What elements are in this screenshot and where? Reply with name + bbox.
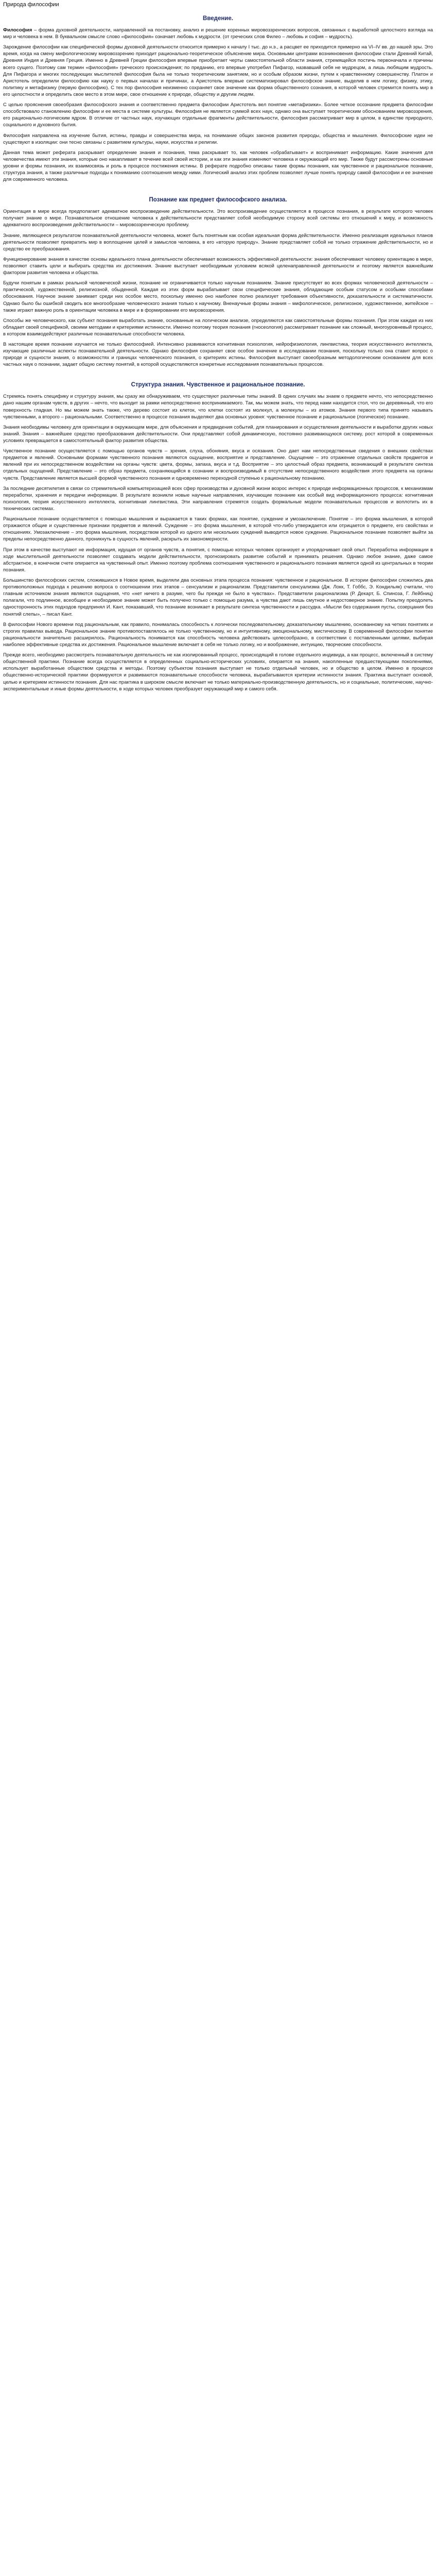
paragraph: Знание, являющееся результатом познавательной деятельности человека, может быть понятным как особая идеальная форма действительности. Именно реализация идеальных планов деятельности позволяет превратить мир в воплощение целей и замыслов человека, в его «вторую природу». Знание представляет собой не только отражение действительности, но и средство ее преобразования. [3, 232, 433, 252]
paragraph: Большинство философских систем, сложившихся в Новое время, выделяли два основных этапа процесса познания: чувственное и рациональное. В истории философии сложились два противоположных подхода к решению вопроса о соотношении этих этапов – сенсуализм и рационализм. Представители сенсуализма (Дж. Локк, Т. Гоббс, Э. Кондильяк) считали, что главным источником знания являются ощущения, что «нет ничего в разуме, чего бы прежде не было в чувствах». Представители рационализма (Р. Декарт, Б. Спиноза, Г. Лейбниц) полагали, что подлинное, всеобщее и необходимое знание может быть получено только с помощью разума, а чувства дают лишь смутное и недостоверное знание. Попытку преодолеть односторонность этих подходов предпринял И. Кант, показавший, что познание возникает в результате синтеза чувственности и рассудка. «Мысли без содержания пусты, созерцания без понятий слепы», – писал Кант. [3, 577, 433, 617]
paragraph: Способы же человеческого, как субъект познания выработать знание, основанные на логическом анализе, определяются как самостоятельные формы познания. При этом каждая из них обладает своей спецификой, своими методами и критериями истинности. Именно поэтому теория познания (гносеология) рассматривает познание как сложный, многоуровневый процесс, в котором взаимодействуют различные познавательные способности человека. [3, 317, 433, 337]
paragraph: Стремясь понять специфику и структуру знания, мы сразу же обнаруживаем, что существуют различные типы знаний. В одних случаях мы знаем о предмете нечто, что непосредственно дано нашим органам чувств, в других – нечто, что выходит за рамки непосредственно воспринимаемого. Так, мы можем знать, что перед нами находится стол, что он деревянный, что его поверхность гладкая. Но мы можем знать также, что дерево состоит из клеток, что клетки состоят из молекул, а молекулы – из атомов. Знания первого типа принято называть чувственными, а второго – рациональными. Соответственно в процессе познания выделяют два основных уровня: чувственное познание и рациональное (логическое) познание. [3, 394, 433, 420]
section-heading-knowledge-structure: Структура знания. Чувственное и рациональное познание. [131, 382, 305, 388]
section-heading-cognition: Познание как предмет философского анализа. [149, 197, 287, 204]
paragraph: Рациональное познание осуществляется с помощью мышления и выражается в таких формах, как понятие, суждение и умозаключение. Понятие – это форма мышления, в которой отражаются общие и существенные признаки предметов и явлений. Суждение – это форма мышления, в которой что-либо утверждается или отрицается о предмете, его свойствах и отношениях. Умозаключение – это форма мышления, посредством которой из одного или нескольких суждений выводится новое суждение. Рациональное познание позволяет выйти за пределы непосредственно данного, проникнуть в сущность явлений, раскрыть их закономерности. [3, 516, 433, 543]
paragraph: С целью прояснения своеобразия философского знания и соответственно предмета философии Аристотель вел понятие «метафизики». Более четкое осознание предмета философии способствовало становлению философии и ее места в системе культуры. Философия не является суммой всех наук, однако она выступает теоретическим обоснованием мировоззрения, его рационально-логическим ядром. В отличие от частных наук, изучающих отдельные фрагменты действительности, философия рассматривает мир в целом, в единстве природного, социального и духовного бытия. [3, 102, 433, 128]
paragraph-text: – форма духовной деятельности, направленной на постановку, анализ и решение коренных мировоззренческих вопросов, связанных с выработкой целостного взгляда на мир и человека в нем. В буквальном смысле слово «философия» означает любовь к мудрости. (от греческих слов Филео – любовь и софия – мудрость). [3, 27, 433, 40]
paragraph: Чувственное познание осуществляется с помощью органов чувств – зрения, слуха, обоняния, вкуса и осязания. Оно дает нам непосредственные сведения о внешних свойствах предметов и явлений. Основными формами чувственного познания являются ощущение, восприятие и представление. Ощущение – это отражение отдельных свойств предметов и явлений при их непосредственном воздействии на органы чувств: цвета, формы, запаха, вкуса и т.д. Восприятие – это целостный образ предмета, возникающий в результате синтеза отдельных ощущений. Представление – это образ предмета, сохраняющийся в сознании и воспроизводимый в отсутствие непосредственного воздействия этого предмета на органы чувств. Представление является высшей формой чувственного познания и одновременно переходной ступенью к рациональному познанию. [3, 448, 433, 481]
paragraph: Будучи понятым в рамках реальной человеческой жизни, познание не ограничивается только научным познанием. Знание присутствует во всех формах человеческой деятельности – практической, художественной, религиозной, обыденной. Каждая из этих форм вырабатывает свои специфические знания, обладающие особым статусом и особыми способами обоснования. Научное знание занимает среди них особое место, поскольку именно оно наиболее полно реализует требования объективности, доказательности и систематичности. Однако было бы ошибкой сводить все многообразие человеческого знания только к научному. Вненаучные формы знания – мифологическое, религиозное, художественное, житейское – также играют важную роль в ориентации человека в мире и в формировании его мировоззрения. [3, 280, 433, 313]
document-title: Природа философии [3, 2, 59, 8]
paragraph: Функционирование знания в качестве основы идеального плана деятельности обеспечивает возможность эффективной деятельности: знания обеспечивают человеку ориентацию в мире, позволяют ставить цели и выбирать средства их достижения. Знание выступает необходимым условием всякой целенаправленной деятельности и поэтому является важнейшим фактором развития человека и общества. [3, 256, 433, 276]
paragraph: При этом в качестве выступают не информация, идущая от органов чувств, а понятия, с помощью которых человек организует и упорядочивает свой опыт. Переработка информации в ходе мыслительной деятельности позволяет создавать модели действительности, прогнозировать развитие событий и принимать решения. Однако любое знание, даже самое абстрактное, в конечном счете опирается на чувственный опыт. Именно поэтому проблема соотношения чувственного и рационального познания является одной из центральных в теории познания. [3, 547, 433, 573]
paragraph: Зарождение философии как специфической формы духовной деятельности относится примерно к началу I тыс. до н.э., а расцвет ее приходится примерно на VI–IV вв. до нашей эры. Это время, когда на смену мифологическому мировоззрению приходит рационально-теоретическое объяснение мира. Основными центрами возникновения философии стали Древний Китай, Древняя Индия и Древняя Греция. Именно в Древней Греции философия впервые приобретает черты самостоятельной области знания, стремящейся постичь первоначала и причины всего сущего. Поэтому сам термин «философия» греческого происхождения; по преданию, его впервые употребил Пифагор, назвавший себя не мудрецом, а лишь любящим мудрость. Для Пифагора и многих последующих мыслителей философия была не только теоретическим занятием, но и особым образом жизни, путем к нравственному совершенству. Платон и Аристотель определили философию как науку о первых началах и причинах, а Аристотель впервые систематизировал философское знание, выделив в нем логику, физику, этику, политику и метафизику (первую философию). С тех пор философия неизменно сохраняет свое значение как форма общественного сознания, в которой человек стремится понять мир в его целостности и определить свое место в этом мире, свое отношение к природе, обществу и другим людям. [3, 44, 433, 98]
paragraph: Философия направлена на изучение бытия, истины, правды и совершенства мира, на понимание общих законов развития природы, общества и мышления. Философские идеи не существуют в изоляции: они тесно связаны с развитием культуры, науки, искусства и религии. [3, 132, 433, 145]
paragraph: Знания необходимы человеку для ориентации в окружающем мире, для объяснения и предвидения событий, для планирования и осуществления деятельности и выработки других новых знаний. Знания – важнейшее средство преобразования действительности. Они представляют собой динамическую, постоянно развивающуюся систему, рост которой в современных условиях превращается в самостоятельный фактор развития общества. [3, 424, 433, 444]
paragraph: За последние десятилетия в связи со стремительной компьютеризацией всех сфер производства и духовной жизни возрос интерес к природе информационных процессов, к механизмам переработки, хранения и передачи информации. В результате возникли новые научные направления, изучающие познание как особый вид информационного процесса: когнитивная психология, теория искусственного интеллекта, когнитивная лингвистика. Эти направления стремятся создать формальные модели познавательных процессов и воплотить их в технических системах. [3, 485, 433, 512]
term-philosophy: Философия [3, 27, 32, 33]
paragraph: В настоящее время познание изучается не только философией. Интенсивно развиваются когнитивная психология, нейрофизиология, лингвистика, теория искусственного интеллекта, изучающие различные аспекты познавательной деятельности. Однако философия сохраняет свое особое значение в исследовании познания, поскольку только она ставит вопрос о природе и сущности знания, о возможностях и границах человеческого познания, о критериях истины. Философия выступает своеобразным методологическим основанием для всех частных наук о познании, задает общую систему понятий, в которой осуществляются конкретные исследования познавательных процессов. [3, 342, 433, 368]
document-page [0, 0, 436, 700]
paragraph: Данная тема может реферата раскрывает определение знания и познания, тема раскрывает то, как человек «обрабатывает» и воспринимает информацию. Какие значения для человечества имеют эти знания, которые оно накапливает в течение всей своей истории, и как эти знания изменяют человека и окружающий его мир. Также будут рассмотрены основные уровни и формы познания, их взаимосвязь и роль в процессе постижения истины. В реферате подробно описаны такие формы познания, как чувственное и рациональное познание, структура знания, а также различные подходы к пониманию соотношения между ними. Логический анализ этих проблем позволяет лучше понять природу самой философии и ее значение для современного человека. [3, 149, 433, 183]
section-heading-introduction: Введение. [203, 15, 233, 22]
paragraph: В философии Нового времени под рациональным, как правило, понималась способность к логически последовательному, доказательному мышлению, основанному на четких понятиях и строгих правилах вывода. Рациональное знание противопоставлялось не только чувственному, но и интуитивному, эмоциональному, мистическому. В современной философии понятие рациональности значительно расширилось. Рациональность понимается как способность человека действовать целесообразно, в соответствии с поставленными целями, выбирая наиболее эффективные средства их достижения. Рациональное мышление включает в себя не только логику, но и воображение, интуицию, творческие способности. [3, 621, 433, 648]
paragraph: Прежде всего, необходимо рассмотреть познавательную деятельность не как изолированный процесс, происходящий в голове отдельного индивида, а как процесс, включенный в систему общественной практики. Познание всегда осуществляется в определенных социально-исторических условиях, опирается на знания, накопленные предшествующими поколениями, использует выработанные обществом средства и методы. Поэтому субъектом познания выступает не только отдельный человек, но и общество в целом. Именно в процессе общественно-исторической практики формируются и развиваются познавательные способности человека, вырабатываются критерии истинности знания. Практика выступает основой, целью и критерием истинности познания. Для нас практика в широком смысле включает не только материально-производственную деятельность, но и социальные, политические, научно-экспериментальные и иные формы деятельности, в ходе которых человек преобразует окружающий мир и самого себя. [3, 652, 433, 692]
paragraph-definition [3, 27, 433, 40]
paragraph: Ориентация в мире всегда предполагает адекватное воспроизведение действительности. Это воспроизведение осуществляется в процессе познания, в результате которого человек получает знание о мире. Познавательное отношение человека к действительности представляет собой необходимую сторону всей системы его отношений к миру, и возможность адекватного воспроизведения действительности – мировоззренческую проблему. [3, 209, 433, 228]
